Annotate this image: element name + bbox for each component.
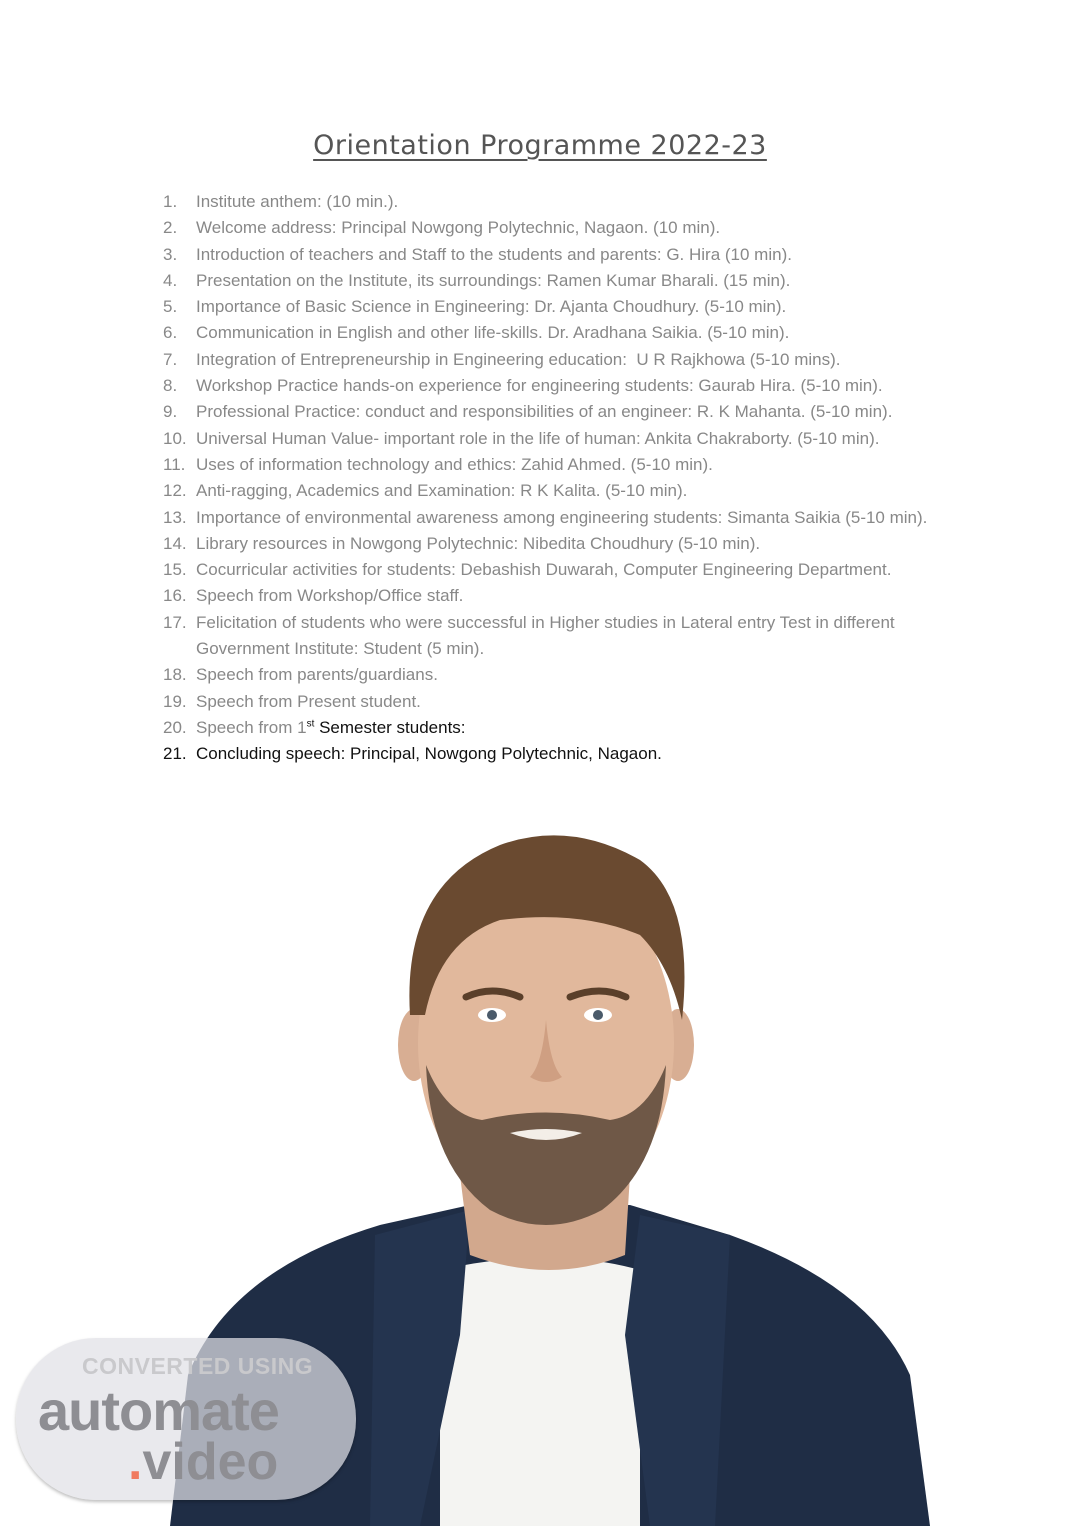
item-number: 17. — [163, 612, 187, 632]
item-text: Speech from parents/guardians. — [196, 665, 438, 685]
item-text: Importance of Basic Science in Engineering: Dr. Ajanta Choudhury. (5-10 min). — [196, 297, 787, 317]
item-number: 14. — [163, 533, 187, 553]
item-text: Library resources in Nowgong Polytechnic: Nibedita Choudhury (5-10 min). — [196, 533, 761, 553]
watermark-brand-suffix — [128, 1432, 278, 1492]
list-item — [160, 452, 960, 478]
item-number: 5. — [163, 297, 178, 317]
list-item — [160, 347, 960, 373]
item-number: 12. — [163, 481, 187, 501]
watermark-dot: . — [128, 1433, 143, 1491]
item-number: 9. — [163, 402, 178, 422]
item-text: Felicitation of students who were successful in Higher studies in Lateral entry Test in different Government Institute: Student (5 min). — [196, 612, 895, 659]
item-text: Universal Human Value- important role in the life of human: Ankita Chakraborty. (5-10 min). — [196, 428, 880, 448]
item-number: 3. — [163, 244, 178, 264]
page-title: Orientation Programme 2022-23 — [313, 130, 767, 161]
item-text: Speech from 1 — [196, 717, 307, 737]
item-text: Anti-ragging, Academics and Examination: R K Kalita. (5-10 min). — [196, 481, 688, 501]
item-text: Professional Practice: conduct and responsibilities of an engineer: R. K Mahanta. (5-10 min). — [196, 402, 893, 422]
watermark-caption: CONVERTED USING — [82, 1353, 314, 1379]
item-number: 19. — [163, 691, 187, 711]
programme-list — [160, 189, 960, 768]
item-text-suffix: Semester students: — [314, 717, 466, 737]
list-item — [160, 242, 960, 268]
item-number: 16. — [163, 586, 187, 606]
list-item — [160, 689, 960, 715]
item-number: 13. — [163, 507, 187, 527]
list-item — [160, 399, 960, 425]
list-item — [160, 741, 960, 767]
shirt — [440, 1258, 640, 1526]
item-number: 1. — [163, 192, 178, 211]
watermark-video: video — [142, 1433, 279, 1491]
item-text: Speech from Workshop/Office staff. — [196, 586, 464, 606]
list-item — [160, 557, 960, 583]
item-text: Integration of Entrepreneurship in Engineering education: U R Rajkhowa (5-10 mins). — [196, 349, 841, 369]
list-item — [160, 610, 960, 663]
list-item — [160, 478, 960, 504]
item-text: Speech from Present student. — [196, 691, 421, 711]
item-text: Concluding speech: Principal, Nowgong Polytechnic, Nagaon. — [196, 744, 662, 764]
item-number: 18. — [163, 665, 187, 685]
list-item — [160, 189, 960, 215]
item-number: 4. — [163, 270, 178, 290]
item-number: 7. — [163, 349, 178, 369]
item-number: 8. — [163, 376, 178, 396]
item-number: 20. — [163, 717, 187, 737]
item-text: Welcome address: Principal Nowgong Polytechnic, Nagaon. (10 min). — [196, 218, 721, 238]
list-item — [160, 294, 960, 320]
item-text: Communication in English and other life-skills. Dr. Aradhana Saikia. (5-10 min). — [196, 323, 790, 343]
list-item — [160, 583, 960, 609]
item-number: 15. — [163, 560, 187, 580]
watermark-brand: automate — [38, 1379, 279, 1442]
item-text: Uses of information technology and ethics: Zahid Ahmed. (5-10 min). — [196, 454, 713, 474]
item-text: Cocurricular activities for students: Debashish Duwarah, Computer Engineering Department. — [196, 560, 892, 580]
list-item — [160, 373, 960, 399]
item-text: Importance of environmental awareness among engineering students: Simanta Saikia (5-10 min). — [196, 507, 928, 527]
list-item — [160, 320, 960, 346]
item-text: Presentation on the Institute, its surroundings: Ramen Kumar Bharali. (15 min). — [196, 270, 791, 290]
list-item — [160, 531, 960, 557]
item-number: 10. — [163, 428, 187, 448]
superscript: st — [306, 718, 315, 730]
list-item — [160, 662, 960, 688]
watermark-badge — [16, 1338, 356, 1502]
list-item — [160, 268, 960, 294]
item-text: Introduction of teachers and Staff to the students and parents: G. Hira (10 min). — [196, 244, 792, 264]
item-number: 11. — [163, 454, 186, 474]
list-item — [160, 505, 960, 531]
item-text: Workshop Practice hands-on experience for engineering students: Gaurab Hira. (5-10 min). — [196, 376, 883, 396]
list-item — [160, 215, 960, 241]
item-number: 6. — [163, 323, 178, 343]
list-item — [160, 426, 960, 452]
item-text: Institute anthem: (10 min.). — [196, 192, 399, 211]
item-number: 2. — [163, 218, 178, 238]
list-item — [160, 715, 960, 741]
item-number: 21. — [163, 744, 187, 764]
